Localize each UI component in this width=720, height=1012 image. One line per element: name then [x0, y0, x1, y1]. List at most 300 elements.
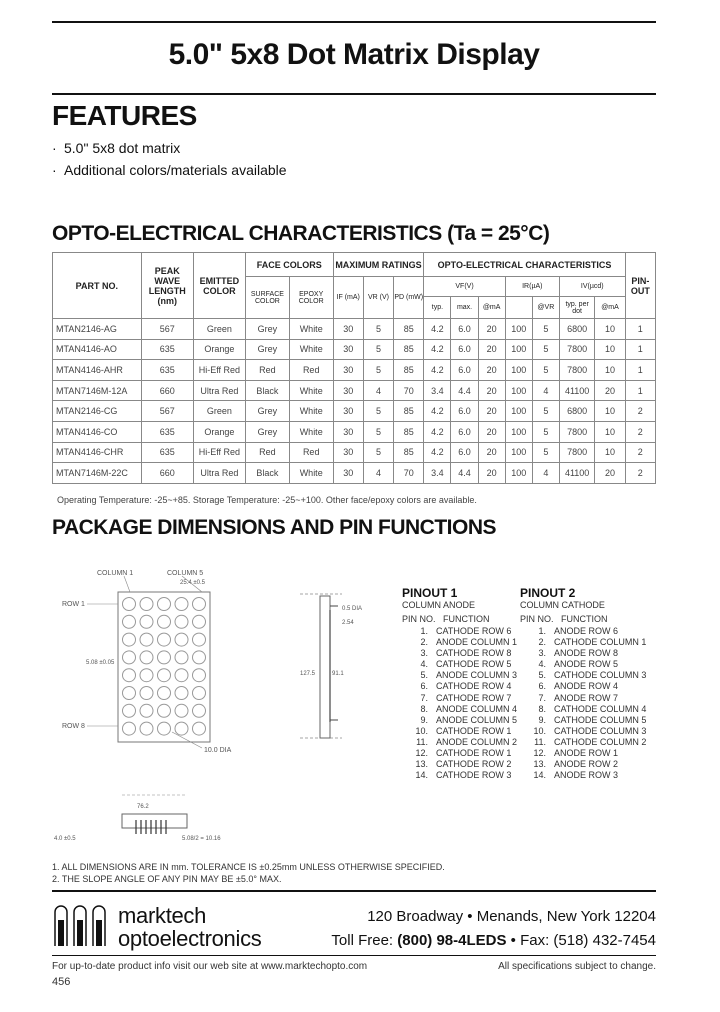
brand-line2: optoelectronics [118, 926, 262, 951]
table-cell: 6800 [559, 319, 594, 340]
table-cell: 4.2 [424, 401, 451, 422]
spec-note: All specifications subject to change. [498, 961, 656, 972]
pin-row [402, 648, 520, 659]
table-cell: 5 [363, 360, 393, 381]
pin-function: CATHODE ROW 8 [436, 648, 512, 659]
th-ir: IR(µA) [505, 277, 559, 297]
dot [140, 651, 153, 664]
table-cell: 7800 [559, 442, 594, 463]
table-cell: Grey [245, 319, 289, 340]
package-drawing [52, 562, 397, 852]
table-cell: Red [245, 360, 289, 381]
table-cell: Red [289, 442, 333, 463]
table-cell: 5 [532, 319, 559, 340]
dot [158, 722, 171, 735]
pin-number: 5. [538, 670, 546, 681]
table-cell: 70 [394, 380, 424, 401]
pin-row [402, 748, 520, 759]
label-pitch: 2.54 [342, 620, 354, 626]
table-cell: 30 [333, 421, 363, 442]
table-cell: 6.0 [451, 442, 478, 463]
table-row [53, 319, 656, 340]
table-cell: 6.0 [451, 360, 478, 381]
pin-number: 8. [538, 703, 546, 714]
table-cell: 5 [363, 319, 393, 340]
th-part-no: PART NO. [53, 253, 142, 319]
table-cell: White [289, 319, 333, 340]
pin-function: ANODE ROW 2 [554, 759, 619, 770]
table-row [53, 421, 656, 442]
operating-note: Operating Temperature: -25~+85. Storage Temperature: -25~+100. Other face/epoxy colors are available. [57, 495, 477, 505]
table-cell: 1 [625, 360, 655, 381]
table-cell: 5 [363, 339, 393, 360]
label-pin-dia: 0.5 DIA [342, 606, 363, 612]
table-row [53, 463, 656, 484]
pin-function: ANODE ROW 3 [554, 770, 619, 781]
pin-row [520, 670, 656, 681]
pin-number: 1. [420, 626, 428, 636]
pin-function: ANODE COLUMN 4 [436, 703, 518, 714]
dimension-note-2: 2. THE SLOPE ANGLE OF ANY PIN MAY BE ±5.0° MAX. [52, 874, 282, 884]
table-cell: 7800 [559, 421, 594, 442]
pin-number: 8. [420, 703, 428, 714]
pin-row [520, 637, 656, 648]
pin-function: ANODE ROW 5 [554, 659, 619, 670]
pin-function: ANODE COLUMN 3 [436, 670, 518, 681]
table-cell: 20 [478, 380, 505, 401]
table-cell: 100 [505, 339, 532, 360]
pin-row [402, 659, 520, 670]
pinout2-cols: PIN NO. FUNCTION [520, 614, 608, 624]
th-peak: PEAK WAVE LENGTH (nm) [141, 253, 193, 319]
dot [123, 704, 136, 717]
table-cell: 4.2 [424, 360, 451, 381]
table-cell: 635 [141, 442, 193, 463]
table-row [53, 401, 656, 422]
dot [158, 669, 171, 682]
dot [175, 669, 188, 682]
dot [193, 669, 206, 682]
table-cell: 2 [625, 401, 655, 422]
table-cell: Green [193, 319, 245, 340]
table-cell: 4.2 [424, 442, 451, 463]
table-cell: 6800 [559, 401, 594, 422]
pin-number: 14. [415, 770, 428, 781]
pin-function: CATHODE ROW 7 [436, 692, 512, 703]
bottom-view [54, 795, 221, 842]
table-cell: 660 [141, 463, 193, 484]
table-cell: 30 [333, 380, 363, 401]
pin-function: ANODE COLUMN 2 [436, 736, 518, 747]
dot [193, 687, 206, 700]
table-cell: 100 [505, 380, 532, 401]
pin-function: CATHODE ROW 3 [436, 770, 512, 781]
table-cell: White [289, 421, 333, 442]
pin-number: 6. [538, 681, 546, 692]
pin-function: ANODE ROW 7 [554, 692, 619, 703]
table-cell: 20 [478, 421, 505, 442]
table-cell: Green [193, 401, 245, 422]
dot [123, 598, 136, 611]
table-cell: 20 [478, 339, 505, 360]
label-dim-left: 5.08 ±0.05 [86, 660, 115, 666]
table-cell: 1 [625, 339, 655, 360]
pinout1-cols: PIN NO. FUNCTION [402, 614, 490, 624]
table-cell: 4.2 [424, 339, 451, 360]
title-rule [52, 93, 656, 95]
pin-number: 6. [420, 681, 428, 692]
pin-row [520, 648, 656, 659]
dot [140, 598, 153, 611]
toll-free-number: (800) 98-4LEDS [397, 932, 507, 949]
pin-number: 3. [420, 648, 428, 659]
table-cell: Orange [193, 421, 245, 442]
pin-function: ANODE ROW 4 [554, 681, 619, 692]
table-cell: 4.2 [424, 421, 451, 442]
th-typ-per-dot: typ. per dot [559, 297, 594, 319]
footer-phone [331, 932, 656, 949]
table-cell: 20 [478, 463, 505, 484]
bottom-pins [136, 820, 166, 834]
table-cell: 2 [625, 421, 655, 442]
dot [193, 651, 206, 664]
pin-row [520, 737, 656, 748]
pin-function: ANODE ROW 6 [554, 626, 619, 636]
table-cell: 20 [478, 319, 505, 340]
table-cell: 5 [532, 360, 559, 381]
table-cell: 5 [363, 421, 393, 442]
table-cell: 85 [394, 319, 424, 340]
table-cell: 7800 [559, 339, 594, 360]
pin-number: 14. [533, 770, 546, 781]
dot [158, 687, 171, 700]
label-height: 127.5 [300, 671, 316, 677]
th-at-ma-iv: @mA [595, 297, 625, 319]
table-cell: MTAN4146-CO [53, 421, 142, 442]
pin-function: ANODE ROW 8 [554, 648, 619, 659]
dot [140, 704, 153, 717]
table-cell: 10 [595, 401, 625, 422]
pin-function: CATHODE COLUMN 2 [554, 736, 647, 747]
front-view [118, 592, 210, 742]
fax: • Fax: (518) 432-7454 [510, 932, 656, 949]
dot [123, 669, 136, 682]
pin-function: CATHODE ROW 1 [436, 748, 512, 759]
table-cell: 100 [505, 319, 532, 340]
table-cell: 2 [625, 442, 655, 463]
dot [158, 651, 171, 664]
pin-number: 13. [533, 759, 546, 770]
footer-rule-bottom [52, 955, 656, 956]
table-cell: 100 [505, 401, 532, 422]
table-cell: 70 [394, 463, 424, 484]
dot [193, 615, 206, 628]
table-cell: 85 [394, 339, 424, 360]
table-cell: 4 [363, 463, 393, 484]
table-cell: Grey [245, 421, 289, 442]
table-cell: 10 [595, 360, 625, 381]
table-cell: 6.0 [451, 319, 478, 340]
table-cell: 30 [333, 401, 363, 422]
dot [140, 687, 153, 700]
th-typ: typ. [424, 297, 451, 319]
pin-function: CATHODE COLUMN 5 [554, 714, 647, 725]
pinout1-sub: COLUMN ANODE [402, 600, 476, 610]
opto-heading: OPTO-ELECTRICAL CHARACTERISTICS (Ta = 25°C) [52, 222, 550, 245]
label-width: 76.2 [137, 804, 149, 810]
dot [140, 669, 153, 682]
bullet-icon: · [52, 162, 57, 178]
table-cell: 10 [595, 339, 625, 360]
table-cell: MTAN4146-AO [53, 339, 142, 360]
table-cell: 10 [595, 319, 625, 340]
pinout1 [402, 586, 520, 781]
table-cell: 5 [532, 401, 559, 422]
th-surface: SURFACE COLOR [245, 277, 289, 319]
dimension-note-1: 1. ALL DIMENSIONS ARE IN mm. TOLERANCE IS ±0.25mm UNLESS OTHERWISE SPECIFIED. [52, 862, 445, 872]
features-heading: FEATURES [52, 100, 197, 131]
table-cell: Black [245, 380, 289, 401]
dot [193, 722, 206, 735]
dot [175, 598, 188, 611]
website-note: For up-to-date product info visit our web site at www.marktechopto.com [52, 961, 368, 972]
table-cell: 1 [625, 319, 655, 340]
pin-function: ANODE ROW 1 [554, 748, 619, 759]
pin-number: 12. [533, 748, 546, 759]
table-cell: 4 [363, 380, 393, 401]
pin-number: 10. [533, 725, 546, 736]
toll-free-label: Toll Free: [331, 932, 394, 949]
pin-row [402, 681, 520, 692]
pin-function: CATHODE COLUMN 1 [554, 637, 647, 648]
table-cell: 4.4 [451, 463, 478, 484]
dot [175, 722, 188, 735]
table-cell: 5 [363, 401, 393, 422]
pin-number: 11. [534, 736, 546, 747]
table-cell: Ultra Red [193, 380, 245, 401]
table-cell: Hi-Eff Red [193, 442, 245, 463]
th-vr: VR (V) [363, 277, 393, 319]
th-pinout: PIN-OUT [625, 253, 655, 319]
label-height2: 91.1 [332, 671, 344, 677]
label-column1: COLUMN 1 [97, 570, 134, 577]
pin-row [402, 626, 520, 637]
table-cell: 20 [595, 380, 625, 401]
dot [158, 704, 171, 717]
th-pd: PD (mW) [394, 277, 424, 319]
table-cell: 20 [595, 463, 625, 484]
bullet-icon: · [52, 140, 57, 156]
pin-number: 12. [415, 748, 428, 759]
pin-row [402, 715, 520, 726]
table-cell: 85 [394, 421, 424, 442]
pinout2-list [520, 626, 656, 781]
pin-function: CATHODE COLUMN 3 [554, 725, 647, 736]
table-row [53, 339, 656, 360]
table-cell: 567 [141, 401, 193, 422]
pin-row [402, 737, 520, 748]
table-cell: White [289, 339, 333, 360]
pin-row [402, 770, 520, 781]
marktech-logo-icon [52, 900, 112, 950]
dot [193, 704, 206, 717]
table-cell: 41100 [559, 380, 594, 401]
pin-function: ANODE COLUMN 1 [436, 637, 518, 648]
pin-row [520, 715, 656, 726]
table-cell: White [289, 463, 333, 484]
th-max: max. [451, 297, 478, 319]
table-cell: 5 [532, 442, 559, 463]
pin-row [402, 637, 520, 648]
table-cell: 85 [394, 401, 424, 422]
table-cell: 10 [595, 442, 625, 463]
spec-table [52, 252, 656, 484]
dot [175, 633, 188, 646]
dot [175, 615, 188, 628]
table-cell: 5 [363, 442, 393, 463]
table-cell: 7800 [559, 360, 594, 381]
dot [175, 704, 188, 717]
table-cell: 30 [333, 442, 363, 463]
label-row1: ROW 1 [62, 601, 85, 608]
table-cell: 5 [532, 421, 559, 442]
pin-number: 3. [538, 648, 546, 659]
pin-row [520, 726, 656, 737]
label-bottom-right: 5.08/2 = 10.16 [182, 836, 221, 842]
label-dim-top: 25.4 ±0.5 [180, 580, 205, 586]
label-column5: COLUMN 5 [167, 570, 204, 577]
pin-row [520, 748, 656, 759]
dot [140, 633, 153, 646]
table-cell: 20 [478, 401, 505, 422]
th-max-ratings: MAXIMUM RATINGS [333, 253, 424, 277]
pin-row [520, 693, 656, 704]
table-cell: 41100 [559, 463, 594, 484]
pin-number: 4. [420, 659, 428, 670]
table-cell: 4.2 [424, 319, 451, 340]
th-epoxy: EPOXY COLOR [289, 277, 333, 319]
pin-row [402, 670, 520, 681]
pin-row [520, 759, 656, 770]
table-cell: Red [289, 360, 333, 381]
footer-rule-top [52, 890, 656, 892]
pin-function: CATHODE COLUMN 4 [554, 703, 647, 714]
package-heading: PACKAGE DIMENSIONS AND PIN FUNCTIONS [52, 516, 497, 539]
th-vf: VF(V) [424, 277, 505, 297]
table-cell: 100 [505, 463, 532, 484]
table-cell: Grey [245, 401, 289, 422]
table-cell: 85 [394, 442, 424, 463]
table-cell: 635 [141, 339, 193, 360]
th-at-ma: @mA [478, 297, 505, 319]
dot [140, 615, 153, 628]
table-cell: MTAN7146M-22C [53, 463, 142, 484]
pin-number: 7. [420, 692, 428, 703]
table-cell: MTAN4146-AHR [53, 360, 142, 381]
table-cell: MTAN2146-CG [53, 401, 142, 422]
table-cell: 100 [505, 442, 532, 463]
pin-row [402, 759, 520, 770]
table-cell: 100 [505, 360, 532, 381]
pinout1-title: PINOUT 1 [402, 586, 458, 600]
pin-row [402, 726, 520, 737]
pin-function: CATHODE ROW 2 [436, 759, 512, 770]
table-cell: 20 [478, 442, 505, 463]
dot [123, 615, 136, 628]
pin-row [520, 704, 656, 715]
table-cell: Ultra Red [193, 463, 245, 484]
pin-function: CATHODE ROW 5 [436, 659, 512, 670]
table-row [53, 442, 656, 463]
pin-row [520, 659, 656, 670]
pin-number: 7. [538, 692, 546, 703]
pin-row [520, 626, 656, 637]
label-dim-dot: 10.0 DIA [204, 747, 232, 754]
pinout1-list [402, 626, 520, 781]
pin-row [520, 681, 656, 692]
pin-function: CATHODE ROW 4 [436, 681, 512, 692]
pin-number: 9. [420, 714, 428, 725]
table-cell: White [289, 380, 333, 401]
dot [193, 633, 206, 646]
pin-number: 1. [538, 626, 546, 636]
pin-row [402, 704, 520, 715]
table-cell: Grey [245, 339, 289, 360]
table-cell: 3.4 [424, 463, 451, 484]
label-bottom-left: 4.0 ±0.5 [54, 836, 76, 842]
table-cell: 4 [532, 463, 559, 484]
side-view [300, 594, 362, 738]
pin-row [402, 693, 520, 704]
table-cell: Red [245, 442, 289, 463]
pin-number: 2. [420, 637, 428, 648]
dot [123, 687, 136, 700]
pinout2-sub: COLUMN CATHODE [520, 600, 605, 610]
pin-number: 4. [538, 659, 546, 670]
dot [158, 633, 171, 646]
table-cell: 635 [141, 360, 193, 381]
table-row [53, 380, 656, 401]
table-cell: 1 [625, 380, 655, 401]
th-iv: IV(µcd) [559, 277, 625, 297]
table-cell: 6.0 [451, 421, 478, 442]
pin-number: 13. [415, 759, 428, 770]
dot [193, 598, 206, 611]
dot [123, 651, 136, 664]
feature-item: · 5.0" 5x8 dot matrix [52, 140, 181, 156]
pin-number: 11. [416, 736, 428, 747]
table-cell: 30 [333, 339, 363, 360]
pin-number: 2. [538, 637, 546, 648]
pin-number: 9. [538, 714, 546, 725]
table-cell: 3.4 [424, 380, 451, 401]
table-cell: MTAN4146-CHR [53, 442, 142, 463]
table-cell: 20 [478, 360, 505, 381]
table-cell: 635 [141, 421, 193, 442]
pinout2-title: PINOUT 2 [520, 586, 576, 600]
pin-row [520, 770, 656, 781]
footer-address: 120 Broadway • Menands, New York 12204 [367, 908, 656, 925]
table-cell: 6.0 [451, 339, 478, 360]
table-cell: Hi-Eff Red [193, 360, 245, 381]
th-at-vr: @VR [532, 297, 559, 319]
table-cell: 30 [333, 463, 363, 484]
th-emitted: EMITTED COLOR [193, 253, 245, 319]
table-cell: MTAN2146-AG [53, 319, 142, 340]
pin-number: 10. [415, 725, 428, 736]
dot [140, 722, 153, 735]
dot [158, 615, 171, 628]
